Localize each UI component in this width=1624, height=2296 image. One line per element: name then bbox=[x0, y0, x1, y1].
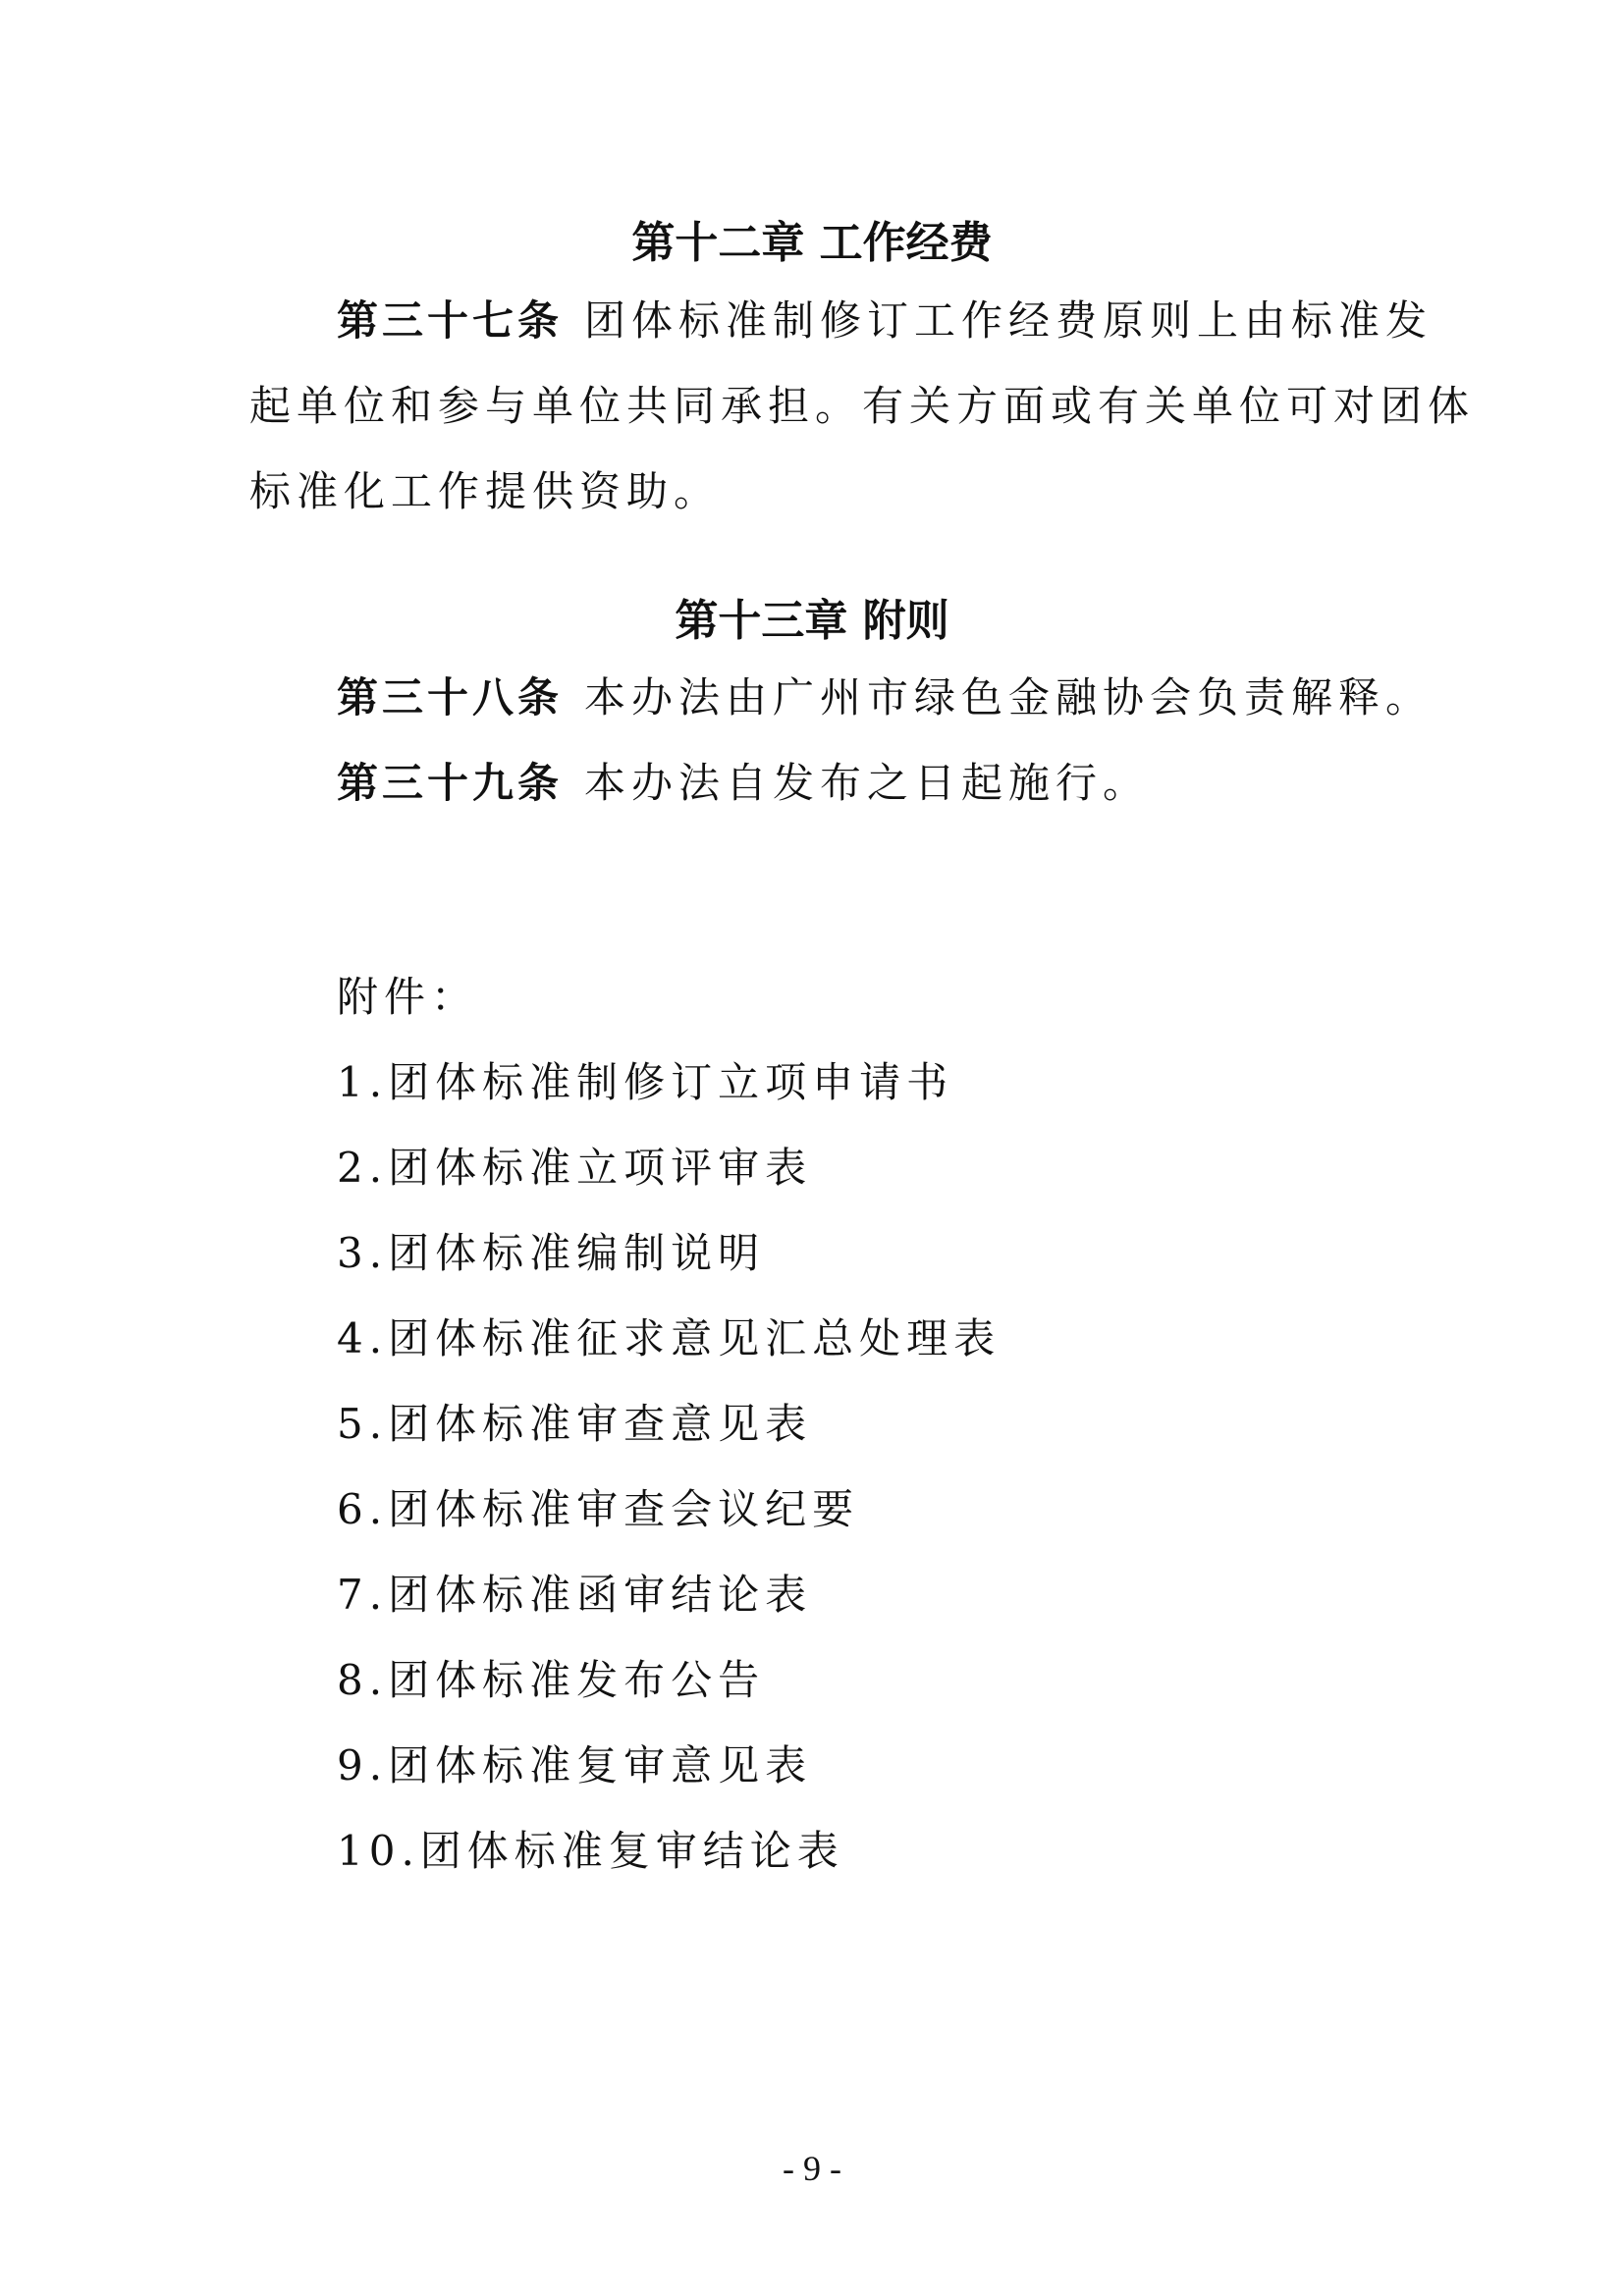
article-37-text-1: 团体标准制修订工作经费原则上由标准发 bbox=[584, 296, 1434, 345]
article-37-line-2: 起单位和参与单位共同承担。有关方面或有关单位可对团体 bbox=[249, 382, 1476, 430]
attachment-item: 1.团体标准制修订立项申请书 bbox=[337, 1058, 954, 1106]
article-37-label: 第三十七条 bbox=[337, 296, 564, 345]
attachments-heading: 附件： bbox=[337, 973, 479, 1021]
article-38-label: 第三十八条 bbox=[337, 673, 564, 721]
attachment-item: 6.团体标准审查会议纪要 bbox=[337, 1485, 860, 1533]
article-38-text: 本办法由广州市绿色金融协会负责解释。 bbox=[584, 673, 1434, 721]
attachment-item: 4.团体标准征求意见汇总处理表 bbox=[337, 1314, 1001, 1362]
attachment-item: 8.团体标准发布公告 bbox=[337, 1656, 766, 1704]
attachment-item: 2.团体标准立项评审表 bbox=[337, 1144, 813, 1192]
article-39-label: 第三十九条 bbox=[337, 759, 564, 807]
attachment-item: 7.团体标准函审结论表 bbox=[337, 1571, 813, 1619]
chapter-12-title: 第十二章 工作经费 bbox=[631, 218, 993, 268]
attachment-item: 10.团体标准复审结论表 bbox=[337, 1827, 844, 1875]
article-39-text: 本办法自发布之日起施行。 bbox=[584, 759, 1151, 807]
article-38 bbox=[337, 668, 1433, 727]
page-number: - 9 - bbox=[783, 2149, 841, 2188]
article-37-line-3: 标准化工作提供资助。 bbox=[249, 467, 722, 515]
attachment-item: 3.团体标准编制说明 bbox=[337, 1229, 766, 1277]
article-37-line-1 bbox=[337, 292, 1433, 350]
attachment-item: 9.团体标准复审意见表 bbox=[337, 1741, 813, 1789]
chapter-13-title: 第十三章 附则 bbox=[675, 596, 949, 646]
article-39 bbox=[337, 754, 1150, 813]
attachment-item: 5.团体标准审查意见表 bbox=[337, 1400, 813, 1448]
